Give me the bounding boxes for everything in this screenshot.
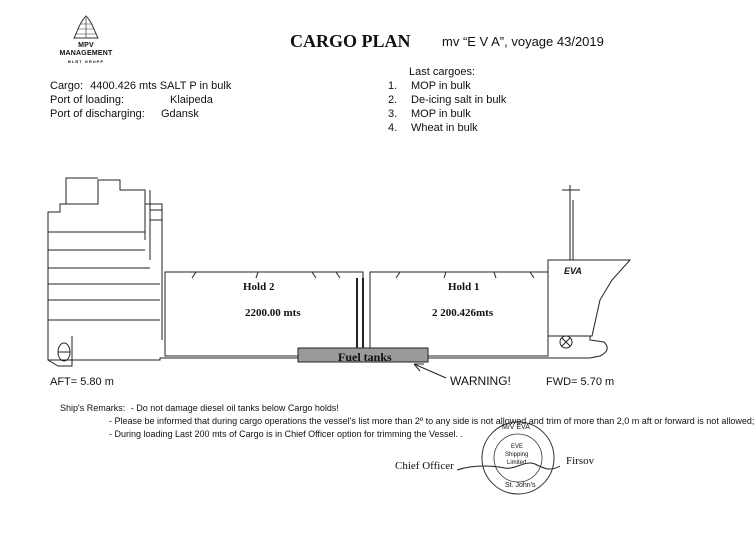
remarks-label: Ship's Remarks:	[60, 403, 126, 413]
port-of-loading-label: Port of loading:	[50, 94, 124, 106]
last-cargoes-heading: Last cargoes:	[409, 66, 476, 78]
port-of-loading-value: Klaipeda	[170, 94, 213, 106]
logo-line-1: MPV	[78, 42, 94, 49]
remark-2: - Please be informed that during cargo operations the vessel's list more than 2º to any side is not allowed and trim of more than 2,0 m aft or forward is not allowed;	[109, 416, 755, 426]
remark-1: - Do not damage diesel oil tanks below Cargo holds!	[130, 403, 339, 413]
hold-1-label: Hold 1	[448, 281, 480, 293]
hold-1-quantity: 2 200.426mts	[432, 307, 494, 319]
anchor-mark-icon	[560, 336, 572, 348]
cargo-line	[50, 79, 231, 93]
signature-role: Chief Officer	[395, 460, 454, 472]
aft-draft: AFT= 5.80 m	[50, 376, 114, 388]
warning-label: WARNING!	[450, 374, 511, 388]
port-of-discharging-value: Gdansk	[161, 108, 199, 120]
stamp-middle-1: EVE	[511, 444, 524, 450]
stamp-middle-2: Shipping	[505, 452, 529, 458]
remark-3: - During loading Last 200 mts of Cargo is in Chief Officer option for trimming the Vessel. .	[109, 429, 463, 439]
logo-line-2: MANAGEMENT	[59, 50, 113, 57]
hold-2-label: Hold 2	[243, 281, 275, 293]
last-cargoes-list	[388, 79, 506, 135]
port-of-discharging-label: Port of discharging:	[50, 108, 145, 120]
page-title: CARGO PLAN	[290, 31, 411, 51]
cargo-label: Cargo:	[50, 80, 84, 92]
warning-arrow-icon	[414, 364, 446, 378]
list-item: 2. De-icing salt in bulk	[388, 94, 507, 106]
stamp-middle-3: Limited	[507, 460, 527, 466]
logo-line-3: BLRT GRUPP	[68, 59, 104, 64]
fwd-draft: FWD= 5.70 m	[546, 376, 615, 388]
foremast	[562, 185, 580, 260]
hold-2-quantity: 2200.00 mts	[245, 307, 301, 319]
signature-name: Firsov	[566, 455, 595, 467]
ship-name-label: EVA	[564, 266, 582, 276]
ship-stamp	[478, 418, 558, 498]
list-item: 1. MOP in bulk	[388, 80, 471, 92]
vessel-voyage: mv “E V A”, voyage 43/2019	[442, 34, 604, 49]
remarks-line-1	[60, 402, 339, 415]
logo-sail-icon	[50, 14, 122, 40]
propeller-icon	[58, 343, 70, 361]
stamp-bottom-text: St. John's	[505, 482, 536, 489]
list-item: 4. Wheat in bulk	[388, 122, 478, 134]
stamp-top-text: M/V EVA	[502, 424, 530, 431]
fuel-tanks-label: Fuel tanks	[338, 350, 392, 364]
ship-bow	[548, 260, 630, 336]
list-item: 3. MOP in bulk	[388, 108, 471, 120]
company-logo	[50, 14, 122, 70]
cargo-value: 4400.426 mts SALT P in bulk	[90, 80, 232, 92]
